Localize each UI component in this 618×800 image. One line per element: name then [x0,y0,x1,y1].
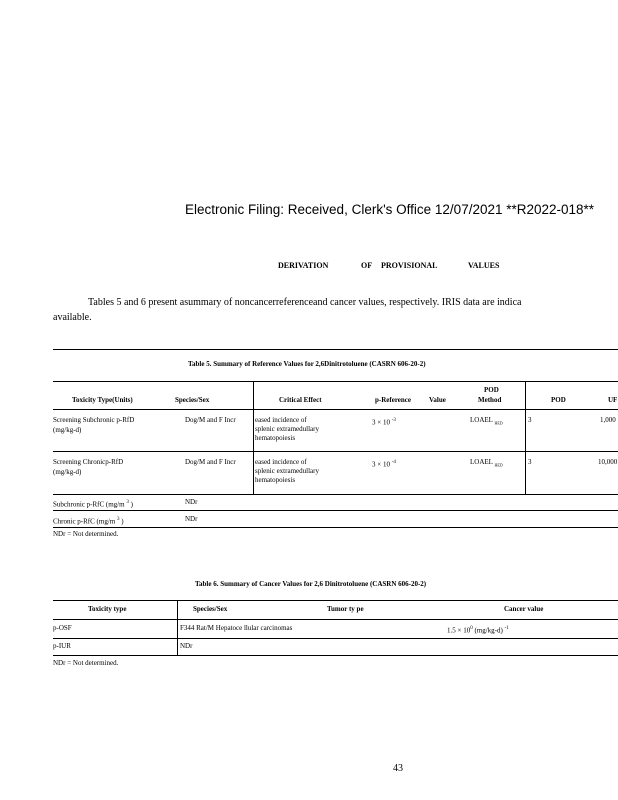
table-5-header-top-rule [53,381,618,382]
table-5-header-bottom-rule [53,409,618,410]
row-2-pod-method-subscript: HED [494,462,503,468]
row-2-uf: 10,000 [598,458,618,466]
row-4-toxicity-label: Chronic p-RfC (mg/m [53,517,116,526]
table-6-col-divider [177,600,178,655]
table-5-row-rule [53,451,618,452]
table-6-header-toxicity-type: Toxicity type [88,605,127,613]
row-4-toxicity-exponent: 3 [116,517,120,522]
table-5-header-pod-method-line-2: Method [478,396,502,404]
table-5-col-divider-effect [253,381,254,494]
table-6-bottom-rule [53,655,618,656]
row-1-uf: 1,000 [600,416,616,424]
row-1-effect-line-2: splenic extramedullary [255,425,319,433]
row-1-species: Dog/M and F Incr [185,416,236,424]
table-5-header-uf: UF [608,396,618,404]
row-2-pod-method [470,458,503,469]
table-5-header-critical-effect: Critical Effect [279,396,322,404]
table-6-caption: Table 6. Summary of Cancer Values for 2,6 Dinitrotoluene (CASRN 606-20-2) [195,580,427,588]
table-6-row-1-value-unit: (mg/kg-d) [472,626,503,635]
row-1-p-reference-base: 3 × 10 [372,418,390,427]
table-6-footnote: NDr = Not determined. [53,659,119,667]
table-5-row-rule [53,494,618,495]
row-1-effect-line-3: hematopoiesis [255,434,296,442]
row-2-species: Dog/M and F Incr [185,458,236,466]
table-5-header-toxicity-type: Toxicity Type(Units) [72,396,133,404]
table-5-header-value: Value [429,396,446,404]
table-5-top-rule [53,349,618,350]
row-4-species: NDr [185,515,198,523]
title-word-3: PROVISIONAL [381,261,438,270]
page-number: 43 [393,763,403,774]
table-5-footnote: NDr = Not determined. [53,530,119,538]
table-6-row-1-value-unit-exponent: -1 [504,626,509,631]
row-1-pod-method [470,416,503,427]
row-4-toxicity-close: ) [121,517,124,526]
row-3-species: NDr [185,498,198,506]
row-1-effect-line-1: eased incidence of [255,416,307,424]
row-2-toxicity-line-1: Screening Chronicp-RfD [53,458,124,466]
row-1-pod-method-label: LOAEL [470,416,493,424]
table-6-row-1-value-exponent: 0 [470,626,473,631]
table-5-bottom-rule [53,527,618,528]
row-1-p-reference-exponent: -3 [391,418,396,423]
intro-paragraph-line-2: available. [53,312,92,323]
row-1-pod: 3 [528,416,532,424]
table-6-row-1-species-tumor: F344 Rat/M Hepatoce llular carcinomas [180,624,293,632]
row-2-p-reference-exponent: -4 [391,460,396,465]
table-6-top-rule [53,600,618,601]
table-6-header-bottom-rule [53,619,618,620]
table-5-caption: Table 5. Summary of Reference Values for 2,6Dinitrotoluene (CASRN 606-20-2) [188,360,426,368]
table-6-header-tumor-type: Tumor ty pe [327,605,364,613]
table-5-header-species-sex: Species/Sex [175,396,210,404]
table-6-row-2-species-tumor: NDr [180,642,193,650]
row-3-toxicity [53,498,133,509]
table-6-header-cancer-value: Cancer value [504,605,544,613]
row-1-toxicity-line-2: (mg/kg-d) [53,426,82,434]
row-2-pod-method-label: LOAEL [470,458,493,466]
table-6-row-1-value-base: 1.5 × 10 [447,626,471,635]
row-2-p-reference [372,458,396,469]
row-2-p-reference-base: 3 × 10 [372,460,390,469]
table-6-row-rule [53,638,618,639]
table-5-header-pod: POD [551,396,566,404]
table-5-row-rule [53,510,618,511]
row-3-toxicity-exponent: 3 [126,500,129,505]
table-6-row-1-value [447,624,509,635]
row-3-toxicity-close: ) [130,500,133,509]
row-1-pod-method-subscript: HED [494,420,503,426]
row-2-toxicity-line-2: (mg/kg-d) [53,468,82,476]
table-5-header-pod-method-line-1: POD [484,386,499,394]
title-word-2: OF [361,261,373,270]
row-1-p-reference [372,416,396,427]
table-5-header-p-reference: p-Reference [375,396,412,404]
table-6-row-2-toxicity: p-IUR [53,642,71,650]
row-2-effect-line-3: hematopoiesis [255,476,296,484]
row-2-effect-line-2: splenic extramedullary [255,467,319,475]
title-word-1: DERIVATION [278,261,329,270]
table-5-col-divider-pod [525,381,526,494]
title-word-4: VALUES [468,261,500,270]
row-2-effect-line-1: eased incidence of [255,458,307,466]
row-3-toxicity-label: Subchronic p-RfC (mg/m [53,500,125,509]
row-1-toxicity-line-1: Screening Subchronic p-RfD [53,416,135,424]
filing-stamp: Electronic Filing: Received, Clerk's Office 12/07/2021 **R2022-018** [185,202,595,217]
row-2-pod: 3 [528,458,532,466]
table-6-header-species-sex: Species/Sex [193,605,228,613]
row-4-toxicity [53,515,124,526]
table-6-row-1-toxicity: p-OSF [53,624,72,632]
intro-paragraph-line-1: Tables 5 and 6 present asummary of noncancerreferenceand cancer values, respectively. IRIS data are indica [88,297,522,308]
